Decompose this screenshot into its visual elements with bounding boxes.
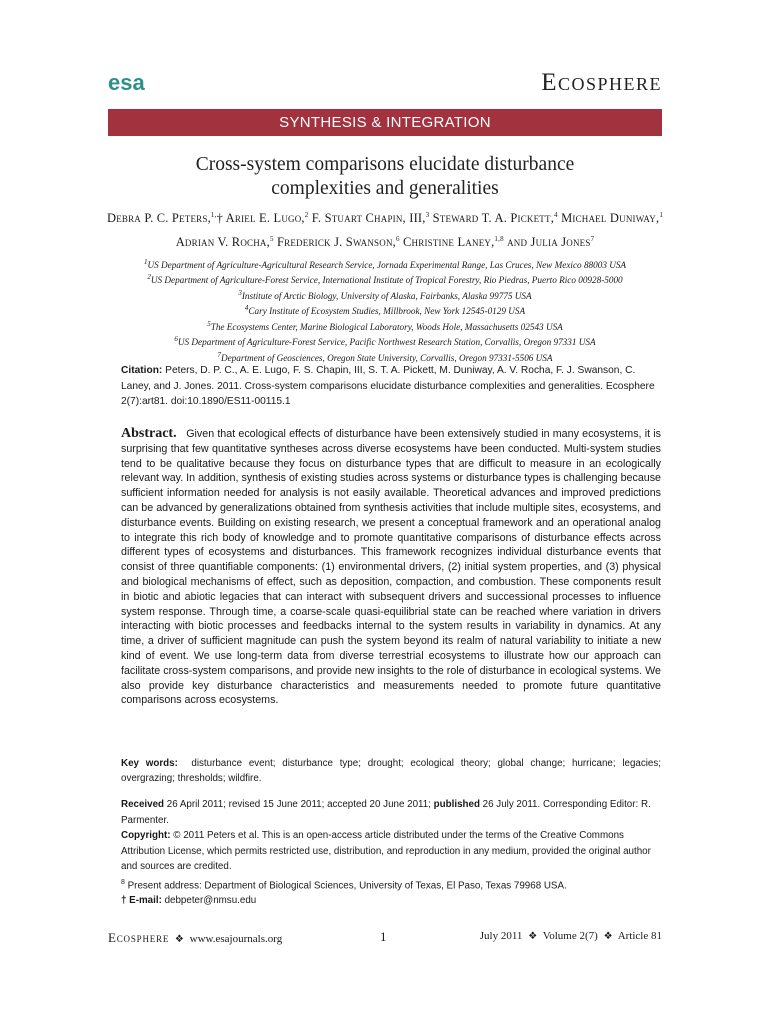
author-affiliation-marker: 2: [304, 211, 309, 219]
author-affiliation-marker: 4: [554, 211, 558, 219]
published-date: 26 July 2011. Corresponding Editor: R. Parmenter.: [121, 799, 651, 826]
affiliation-item: [108, 271, 662, 286]
author-name: and Julia Jones: [507, 235, 591, 250]
email-link[interactable]: debpeter@nmsu.edu: [164, 895, 257, 907]
author-affiliation-marker: 3: [425, 211, 430, 219]
received-date: 26 April 2011; revised 15 June 2011; accepted 20 June 2011;: [166, 799, 431, 810]
author-affiliation-marker: 1,: [210, 211, 217, 219]
diamond-separator-icon: ❖: [528, 931, 538, 942]
affiliation-item: [108, 333, 662, 348]
author-name: Debra P. C. Peters,: [106, 211, 211, 226]
title-line-2: complexities and generalities: [271, 178, 499, 199]
diamond-separator-icon: ❖: [603, 931, 613, 942]
affiliation-item: [108, 256, 662, 271]
esa-logo: esa: [108, 70, 145, 95]
email-line: [121, 893, 661, 909]
abstract: [121, 427, 661, 708]
copyright-line: [121, 828, 661, 875]
footer-date: July 2011: [479, 930, 523, 942]
author-affiliation-marker: 7: [590, 235, 595, 244]
citation-label: Citation:: [121, 365, 163, 376]
title-line-1: Cross-system comparisons elucidate disturbance: [195, 154, 575, 175]
received-label: Received: [121, 799, 165, 810]
footer-article-number: Article 81: [617, 930, 662, 942]
author-name: Ariel E. Lugo,: [225, 211, 305, 226]
affiliation-number: 5: [207, 319, 211, 328]
present-address-line: [121, 875, 661, 894]
affiliation-number: 6: [174, 335, 178, 344]
affiliation-text: Cary Institute of Ecosystem Studies, Millbrook, New York 12545-0129 USA: [248, 306, 526, 317]
affiliation-number: 3: [238, 288, 242, 297]
present-address-mark: 8: [121, 878, 125, 886]
keywords: [121, 756, 661, 786]
author-name: Frederick J. Swanson,: [277, 235, 396, 250]
article-history: [121, 797, 661, 909]
affiliation-item: [108, 318, 662, 333]
copyright-text: © 2011 Peters et al. This is an open-access article distributed under the terms of the Creative Commons Attribution License, which permits restricted use, distribution, and reproduction in any medium, provided the original author and sources are credited.: [121, 830, 651, 872]
author-affiliation-marker: 5: [269, 235, 274, 244]
author-affiliation-marker: 1: [659, 211, 664, 219]
citation: [121, 363, 661, 410]
author-affiliation-marker: 6: [395, 235, 400, 244]
abstract-label: Abstract.: [121, 426, 177, 441]
page-number: 1: [380, 929, 387, 944]
affiliation-text: The Ecosystems Center, Marine Biological Laboratory, Woods Hole, Massachusetts 02543 USA: [210, 321, 563, 332]
author-line-1: Debra P. C. Peters,$^{1,}$† Ariel E. Lugo,$^2$ F. Stuart Chapin, III,$^3$ Steward T. A. Pickett,$^4$ Michael Duniway,$^1$: [106, 211, 664, 226]
affiliation-number: 1: [143, 258, 148, 266]
keywords-text: disturbance event; disturbance type; drought; ecological theory; global change; hurricane; legacies; overgrazing; thresholds; wildfire.: [121, 758, 662, 784]
author-name: Steward T. A. Pickett,: [432, 211, 555, 226]
author-name: Christine Laney,: [403, 235, 495, 250]
affiliation-text: Institute of Arctic Biology, University of Alaska, Fairbanks, Alaska 99775 USA: [241, 291, 532, 301]
footer-journal-name: Ecosphere: [108, 930, 170, 945]
author-name: Michael Duniway,: [561, 211, 660, 226]
author-line-2: [90, 229, 680, 253]
affiliation-text: Department of Geosciences, Oregon State University, Corvallis, Oregon 97331-5506 USA: [220, 352, 553, 363]
footer-volume: Volume 2(7): [542, 930, 598, 942]
copyright-label: Copyright:: [121, 830, 171, 841]
citation-text: Peters, D. P. C., A. E. Lugo, F. S. Chapin, III, S. T. A. Pickett, M. Duniway, A. V. Rocha, F. J. Swanson, C. Laney, and J. Jones. 2011. Cross-system comparisons elucidate disturbance complexities and generalities. Ecosphere 2(7):art81. doi:10.1890/ES11-00115.1: [121, 365, 655, 407]
author-name: F. Stuart Chapin, III,: [311, 211, 426, 226]
author-name: Adrian V. Rocha,: [175, 235, 270, 250]
email-label: † E-mail:: [121, 895, 162, 907]
author-list: [90, 205, 680, 253]
affiliation-number: 4: [244, 304, 249, 313]
footer-website-link[interactable]: www.esajournals.org: [189, 933, 283, 945]
affiliation-item: [108, 349, 662, 364]
author-affiliation-marker: 1,8: [494, 235, 504, 244]
article-title: [108, 153, 662, 201]
footer-right: [480, 930, 662, 942]
keywords-label: Key words:: [121, 758, 178, 769]
journal-title: Ecosphere: [541, 69, 662, 96]
affiliations: [108, 256, 662, 364]
received-line: [121, 797, 661, 828]
footer-left: [108, 930, 282, 946]
section-banner: SYNTHESIS & INTEGRATION: [108, 109, 662, 136]
affiliation-item: [108, 287, 662, 302]
abstract-text: Given that ecological effects of disturbance have been extensively studied in many ecosystems, it is surprising that few quantitative syntheses across diverse ecosystems have been conducted. Multi-system studies tend to be qualitative because they focus on disturbance types that are difficult to measure in an ecologically relevant way. In addition, synthesis of existing studies across systems or disturbance types is challenging because sufficient information needed for analysis is not easily available. Theoretical advances and improved predictions can be advanced by generalizations obtained from synthesis activities that include multiple sites, ecosystems, and disturbance events. Building on existing research, we present a conceptual framework and an operational analog to integrate this rich body of knowledge and to promote quantitative comparisons of disturbance effects across different types of ecosystems and disturbances. This framework recognizes individual disturbance events that consist of three quantifiable components: (1) environmental drivers, (2) initial system properties, and (3) physical and biological mechanisms of effect, such as deposition, compaction, and combustion. These components result in biotic and abiotic legacies that can interact with subsequent drivers and successional processes to influence system response. Through time, a coarse-scale quasi-equilibrial state can be reached where variation in drivers interacting with biotic processes and feedbacks internal to the system results in variability in dynamics. At any time, a driver of sufficient magnitude can push the system beyond its realm of natural variability to initiate a new kind of event. We use long-term data from diverse terrestrial ecosystems to illustrate how our approach can facilitate cross-system comparisons, and provide new insights to the role of disturbance in ecological systems. We also provide key disturbance characteristics and measurements needed to promote future quantitative comparisons across ecosystems.: [121, 428, 661, 707]
affiliation-number: 7: [217, 350, 221, 359]
affiliation-text: US Department of Agriculture-Forest Service, Pacific Northwest Research Station, Corvallis, Oregon 97331 USA: [177, 337, 596, 348]
affiliation-text: US Department of Agriculture-Agricultural Research Service, Jornada Experimental Range, Las Cruces, New Mexico 88003 USA: [147, 260, 627, 271]
affiliation-text: US Department of Agriculture-Forest Service, International Institute of Tropical Forestry, Rio Piedras, Puerto Rico 00928-5000: [150, 275, 623, 286]
published-label: published: [433, 799, 480, 810]
affiliation-number: 2: [147, 273, 151, 282]
present-address-text: Present address: Department of Biological Sciences, University of Texas, El Paso, Texas 79968 USA.: [127, 879, 567, 891]
affiliation-item: [108, 302, 662, 317]
page-footer: [108, 930, 662, 950]
diamond-separator-icon: ❖: [174, 934, 184, 945]
